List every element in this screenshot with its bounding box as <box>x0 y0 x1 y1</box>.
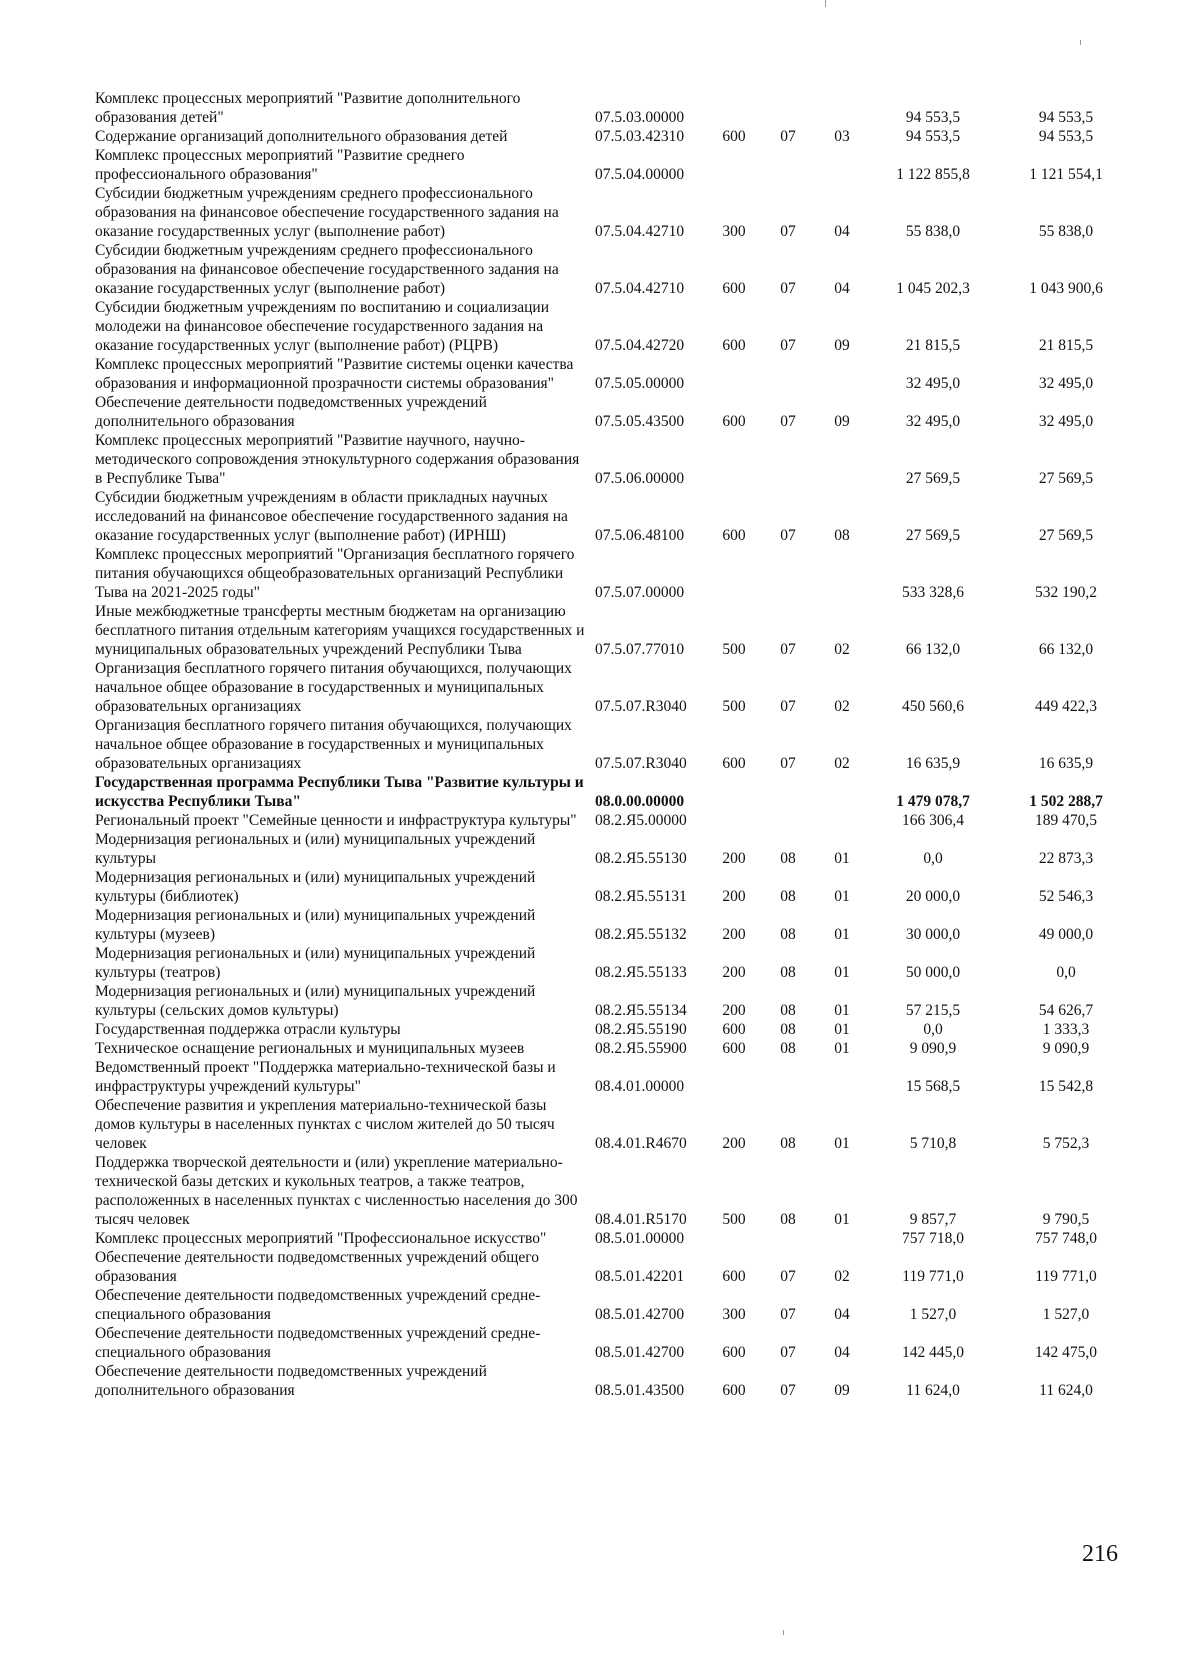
table-row <box>95 716 1175 773</box>
row-sum-year-1: 0,0 <box>923 850 943 867</box>
row-sum-year-1: 27 569,5 <box>905 527 961 544</box>
row-subsection: 02 <box>834 755 850 772</box>
row-subsection: 01 <box>834 926 850 943</box>
table-row <box>95 906 1175 944</box>
row-expense-type: 200 <box>722 1135 746 1152</box>
row-subsection: 01 <box>834 888 850 905</box>
row-sum-year-2: 21 815,5 <box>1038 337 1094 354</box>
row-sum-year-1: 533 328,6 <box>902 584 964 601</box>
row-sum-year-2: 449 422,3 <box>1035 698 1097 715</box>
row-subsection: 01 <box>834 1040 850 1057</box>
row-code: 08.4.01.R4670 <box>595 1135 687 1152</box>
row-code: 08.5.01.42201 <box>595 1268 685 1285</box>
row-sum-year-1: 450 560,6 <box>902 698 964 715</box>
row-name: Комплекс процессных мероприятий "Профессиональное искусство" <box>95 1230 547 1247</box>
row-code: 07.5.06.48100 <box>595 527 685 544</box>
table-row <box>95 89 1175 127</box>
row-code: 08.2.Я5.55130 <box>595 850 687 867</box>
row-sum-year-2: 1 502 288,7 <box>1029 793 1103 810</box>
row-sum-year-2: 142 475,0 <box>1035 1344 1097 1361</box>
scan-speck <box>825 0 826 7</box>
row-name: Поддержка творческой деятельности и (или) укрепление материально-технической базы детских и кукольных театров, а также театров, расположенных в населенных пунктах с численностью населения до 300 тысяч человек <box>95 1154 578 1228</box>
row-sum-year-1: 15 568,5 <box>905 1078 961 1095</box>
row-sum-year-2: 32 495,0 <box>1038 413 1094 430</box>
row-code: 07.5.07.R3040 <box>595 698 687 715</box>
table-row <box>95 241 1175 298</box>
row-name: Обеспечение развития и укрепления материально-технической базы домов культуры в населенных пунктах с числом жителей до 50 тысяч человек <box>95 1097 555 1152</box>
row-sum-year-1: 1 045 202,3 <box>896 280 970 297</box>
row-name: Модернизация региональных и (или) муниципальных учреждений культуры (театров) <box>95 945 536 981</box>
row-sum-year-1: 5 710,8 <box>909 1135 957 1152</box>
row-sum-year-1: 757 718,0 <box>902 1230 964 1247</box>
row-sum-year-1: 9 857,7 <box>909 1211 957 1228</box>
row-sum-year-2: 54 626,7 <box>1038 1002 1094 1019</box>
row-expense-type: 200 <box>722 888 746 905</box>
row-code: 08.2.Я5.55133 <box>595 964 687 981</box>
table-row <box>95 184 1175 241</box>
row-sum-year-2: 757 748,0 <box>1035 1230 1097 1247</box>
row-subsection: 01 <box>834 850 850 867</box>
row-expense-type: 200 <box>722 1002 746 1019</box>
table-row <box>95 1286 1175 1324</box>
row-section: 07 <box>780 128 796 145</box>
row-sum-year-1: 11 624,0 <box>906 1382 960 1399</box>
row-sum-year-1: 119 771,0 <box>902 1268 964 1285</box>
row-sum-year-1: 20 000,0 <box>905 888 961 905</box>
row-sum-year-2: 52 546,3 <box>1038 888 1094 905</box>
row-code: 08.2.Я5.55190 <box>595 1021 687 1038</box>
row-sum-year-2: 32 495,0 <box>1038 375 1094 392</box>
row-name: Организация бесплатного горячего питания обучающихся, получающих начальное общее образование в государственных и муниципальных образовательных организациях <box>95 717 572 772</box>
row-sum-year-2: 94 553,5 <box>1038 109 1094 126</box>
row-sum-year-1: 66 132,0 <box>905 641 961 658</box>
row-section: 08 <box>780 1002 796 1019</box>
row-section: 07 <box>780 641 796 658</box>
row-sum-year-1: 57 215,5 <box>905 1002 961 1019</box>
table-row <box>95 146 1175 184</box>
row-name: Комплекс процессных мероприятий "Развитие среднего профессионального образования" <box>95 147 465 183</box>
row-expense-type: 200 <box>722 926 746 943</box>
row-expense-type: 600 <box>722 755 746 772</box>
row-code: 08.2.Я5.55131 <box>595 888 687 905</box>
row-section: 08 <box>780 1211 796 1228</box>
row-sum-year-1: 55 838,0 <box>905 223 961 240</box>
row-sum-year-2: 1 333,3 <box>1042 1021 1090 1038</box>
row-code: 07.5.04.42710 <box>595 280 685 297</box>
table-row <box>95 1039 1175 1058</box>
row-code: 07.5.07.R3040 <box>595 755 687 772</box>
row-code: 08.2.Я5.55134 <box>595 1002 687 1019</box>
row-sum-year-2: 55 838,0 <box>1038 223 1094 240</box>
row-code: 08.4.01.R5170 <box>595 1211 687 1228</box>
row-sum-year-2: 27 569,5 <box>1038 470 1094 487</box>
row-expense-type: 600 <box>722 128 746 145</box>
table-row <box>95 545 1175 602</box>
row-expense-type: 600 <box>722 337 746 354</box>
row-section: 08 <box>780 1021 796 1038</box>
row-code: 08.2.Я5.55132 <box>595 926 687 943</box>
row-section: 08 <box>780 1135 796 1152</box>
row-sum-year-1: 1 527,0 <box>909 1306 957 1323</box>
table-row <box>95 659 1175 716</box>
row-sum-year-1: 142 445,0 <box>902 1344 964 1361</box>
row-subsection: 03 <box>834 128 850 145</box>
row-code: 08.2.Я5.55900 <box>595 1040 687 1057</box>
row-expense-type: 600 <box>722 280 746 297</box>
table-row <box>95 1020 1175 1039</box>
row-section: 07 <box>780 1306 796 1323</box>
row-section: 08 <box>780 926 796 943</box>
row-expense-type: 600 <box>722 527 746 544</box>
row-code: 07.5.07.00000 <box>595 584 685 601</box>
row-sum-year-1: 32 495,0 <box>905 413 961 430</box>
row-expense-type: 600 <box>722 1382 746 1399</box>
row-name: Организация бесплатного горячего питания обучающихся, получающих начальное общее образование в государственных и муниципальных образовательных организациях <box>95 660 572 715</box>
row-sum-year-1: 16 635,9 <box>905 755 961 772</box>
row-subsection: 04 <box>834 280 850 297</box>
table-row <box>95 944 1175 982</box>
row-subsection: 02 <box>834 641 850 658</box>
table-row <box>95 1362 1175 1400</box>
table-row <box>95 1229 1175 1248</box>
row-name: Модернизация региональных и (или) муниципальных учреждений культуры (сельских домов культуры) <box>95 983 536 1019</box>
table-row <box>95 1324 1175 1362</box>
row-sum-year-1: 27 569,5 <box>905 470 961 487</box>
row-name: Обеспечение деятельности подведомственных учреждений дополнительного образования <box>95 1363 487 1399</box>
row-sum-year-1: 32 495,0 <box>905 375 961 392</box>
table-row <box>95 355 1175 393</box>
row-name: Иные межбюджетные трансферты местным бюджетам на организацию бесплатного питания отдельным категориям учащихся государственных и муниципальных образовательных учреждений Республики Тыва <box>95 603 585 658</box>
row-section: 08 <box>780 964 796 981</box>
row-sum-year-1: 21 815,5 <box>905 337 961 354</box>
row-expense-type: 200 <box>722 964 746 981</box>
row-section: 08 <box>780 850 796 867</box>
row-section: 07 <box>780 527 796 544</box>
row-sum-year-2: 27 569,5 <box>1038 527 1094 544</box>
row-code: 08.5.01.42700 <box>595 1344 685 1361</box>
row-subsection: 01 <box>834 1002 850 1019</box>
row-name: Обеспечение деятельности подведомственных учреждений общего образования <box>95 1249 539 1285</box>
row-section: 08 <box>780 1040 796 1057</box>
row-subsection: 02 <box>834 1268 850 1285</box>
row-code: 07.5.03.42310 <box>595 128 685 145</box>
row-sum-year-1: 94 553,5 <box>905 109 961 126</box>
row-section: 07 <box>780 755 796 772</box>
table-row <box>95 1058 1175 1096</box>
row-code: 07.5.04.42710 <box>595 223 685 240</box>
row-expense-type: 200 <box>722 850 746 867</box>
row-expense-type: 500 <box>722 698 746 715</box>
row-section: 07 <box>780 223 796 240</box>
row-name: Обеспечение деятельности подведомственных учреждений средне-специального образования <box>95 1325 541 1361</box>
row-subsection: 02 <box>834 698 850 715</box>
page-number: 216 <box>1082 1541 1118 1567</box>
row-name: Субсидии бюджетным учреждениям по воспитанию и социализации молодежи на финансовое обеспечение государственного задания на оказание государственных услуг (выполнение работ) (РЦРВ) <box>95 299 550 354</box>
row-name: Комплекс процессных мероприятий "Развитие системы оценки качества образования и информационной прозрачности системы образования" <box>95 356 574 392</box>
row-name: Ведомственный проект "Поддержка материально-технической базы и инфраструктуры учреждений культуры" <box>95 1059 556 1095</box>
row-code: 08.5.01.42700 <box>595 1306 685 1323</box>
row-subsection: 01 <box>834 1211 850 1228</box>
row-expense-type: 600 <box>722 1344 746 1361</box>
row-subsection: 01 <box>834 964 850 981</box>
row-sum-year-2: 1 527,0 <box>1042 1306 1090 1323</box>
table-row <box>95 1153 1175 1229</box>
row-subsection: 09 <box>834 413 850 430</box>
row-name: Комплекс процессных мероприятий "Развитие научного, научно-методического сопровождения этнокультурного содержания образования в Республике Тыва" <box>95 432 580 487</box>
row-code: 08.2.Я5.00000 <box>595 812 687 829</box>
table-row <box>95 982 1175 1020</box>
table-row <box>95 830 1175 868</box>
table-row <box>95 488 1175 545</box>
row-name: Государственная поддержка отрасли культуры <box>95 1021 401 1038</box>
table-row <box>95 127 1175 146</box>
row-section: 07 <box>780 1268 796 1285</box>
row-sum-year-2: 5 752,3 <box>1042 1135 1090 1152</box>
row-code: 07.5.07.77010 <box>595 641 685 658</box>
row-sum-year-2: 16 635,9 <box>1038 755 1094 772</box>
row-name: Государственная программа Республики Тыва "Развитие культуры и искусства Республики Тыва" <box>95 774 584 810</box>
row-expense-type: 600 <box>722 413 746 430</box>
row-code: 07.5.05.43500 <box>595 413 685 430</box>
row-sum-year-1: 9 090,9 <box>909 1040 957 1057</box>
row-section: 07 <box>780 698 796 715</box>
row-section: 07 <box>780 280 796 297</box>
row-code: 08.5.01.00000 <box>595 1230 685 1247</box>
row-section: 07 <box>780 1382 796 1399</box>
row-code: 07.5.06.00000 <box>595 470 685 487</box>
row-name: Субсидии бюджетным учреждениям среднего профессионального образования на финансовое обеспечение государственного задания на оказание государственных услуг (выполнение работ) <box>95 185 559 240</box>
row-sum-year-1: 1 479 078,7 <box>896 793 970 810</box>
row-expense-type: 500 <box>722 641 746 658</box>
budget-table <box>95 89 1175 1400</box>
row-subsection: 04 <box>834 1344 850 1361</box>
row-subsection: 04 <box>834 223 850 240</box>
row-sum-year-2: 532 190,2 <box>1035 584 1097 601</box>
row-subsection: 09 <box>834 337 850 354</box>
row-sum-year-2: 1 121 554,1 <box>1029 166 1103 183</box>
row-section: 07 <box>780 413 796 430</box>
row-name: Техническое оснащение региональных и муниципальных музеев <box>95 1040 525 1057</box>
row-sum-year-1: 50 000,0 <box>905 964 961 981</box>
row-name: Региональный проект "Семейные ценности и инфраструктура культуры" <box>95 812 577 829</box>
row-section: 07 <box>780 1344 796 1361</box>
table-row <box>95 602 1175 659</box>
table-row <box>95 1096 1175 1153</box>
row-sum-year-1: 166 306,4 <box>902 812 964 829</box>
row-subsection: 04 <box>834 1306 850 1323</box>
row-code: 07.5.04.42720 <box>595 337 685 354</box>
table-row <box>95 811 1175 830</box>
row-name: Содержание организаций дополнительного образования детей <box>95 128 508 145</box>
table-row <box>95 773 1175 811</box>
row-code: 08.4.01.00000 <box>595 1078 685 1095</box>
row-subsection: 01 <box>834 1021 850 1038</box>
row-subsection: 08 <box>834 527 850 544</box>
row-sum-year-2: 9 790,5 <box>1042 1211 1090 1228</box>
row-expense-type: 300 <box>722 1306 746 1323</box>
row-code: 07.5.05.00000 <box>595 375 685 392</box>
row-sum-year-2: 15 542,8 <box>1038 1078 1094 1095</box>
row-sum-year-2: 11 624,0 <box>1039 1382 1093 1399</box>
row-name: Субсидии бюджетным учреждениям в области прикладных научных исследований на финансовое обеспечение государственного задания на оказание государственных услуг (выполнение работ) (ИРНШ) <box>95 489 568 544</box>
row-section: 08 <box>780 888 796 905</box>
row-sum-year-2: 189 470,5 <box>1035 812 1097 829</box>
row-name: Модернизация региональных и (или) муниципальных учреждений культуры <box>95 831 536 867</box>
row-subsection: 09 <box>834 1382 850 1399</box>
row-sum-year-2: 1 043 900,6 <box>1029 280 1103 297</box>
row-name: Модернизация региональных и (или) муниципальных учреждений культуры (библиотек) <box>95 869 536 905</box>
row-code: 07.5.04.00000 <box>595 166 685 183</box>
row-section: 07 <box>780 337 796 354</box>
row-sum-year-2: 9 090,9 <box>1042 1040 1090 1057</box>
row-sum-year-2: 66 132,0 <box>1038 641 1094 658</box>
row-sum-year-2: 0,0 <box>1056 964 1076 981</box>
row-name: Субсидии бюджетным учреждениям среднего профессионального образования на финансовое обеспечение государственного задания на оказание государственных услуг (выполнение работ) <box>95 242 559 297</box>
row-sum-year-1: 94 553,5 <box>905 128 961 145</box>
table-row <box>95 1248 1175 1286</box>
row-name: Комплекс процессных мероприятий "Организация бесплатного горячего питания обучающихся общеобразовательных организаций Республики Тыва на 2021-2025 годы" <box>95 546 575 601</box>
row-code: 07.5.03.00000 <box>595 109 685 126</box>
row-name: Модернизация региональных и (или) муниципальных учреждений культуры (музеев) <box>95 907 536 943</box>
row-expense-type: 600 <box>722 1021 746 1038</box>
row-subsection: 01 <box>834 1135 850 1152</box>
row-expense-type: 600 <box>722 1040 746 1057</box>
row-sum-year-2: 94 553,5 <box>1038 128 1094 145</box>
table-row <box>95 431 1175 488</box>
row-expense-type: 300 <box>722 223 746 240</box>
row-name: Комплекс процессных мероприятий "Развитие дополнительного образования детей" <box>95 90 521 126</box>
row-expense-type: 500 <box>722 1211 746 1228</box>
row-sum-year-2: 119 771,0 <box>1035 1268 1097 1285</box>
row-sum-year-1: 0,0 <box>923 1021 943 1038</box>
row-sum-year-2: 22 873,3 <box>1038 850 1094 867</box>
scan-speck <box>1080 40 1081 45</box>
row-expense-type: 600 <box>722 1268 746 1285</box>
row-sum-year-2: 49 000,0 <box>1038 926 1094 943</box>
table-row <box>95 393 1175 431</box>
table-row <box>95 298 1175 355</box>
table-row <box>95 868 1175 906</box>
row-sum-year-1: 30 000,0 <box>905 926 961 943</box>
scan-speck <box>783 1630 784 1635</box>
row-name: Обеспечение деятельности подведомственных учреждений средне-специального образования <box>95 1287 541 1323</box>
row-sum-year-1: 1 122 855,8 <box>896 166 970 183</box>
row-code: 08.0.00.00000 <box>595 793 685 810</box>
row-name: Обеспечение деятельности подведомственных учреждений дополнительного образования <box>95 394 487 430</box>
row-code: 08.5.01.43500 <box>595 1382 685 1399</box>
